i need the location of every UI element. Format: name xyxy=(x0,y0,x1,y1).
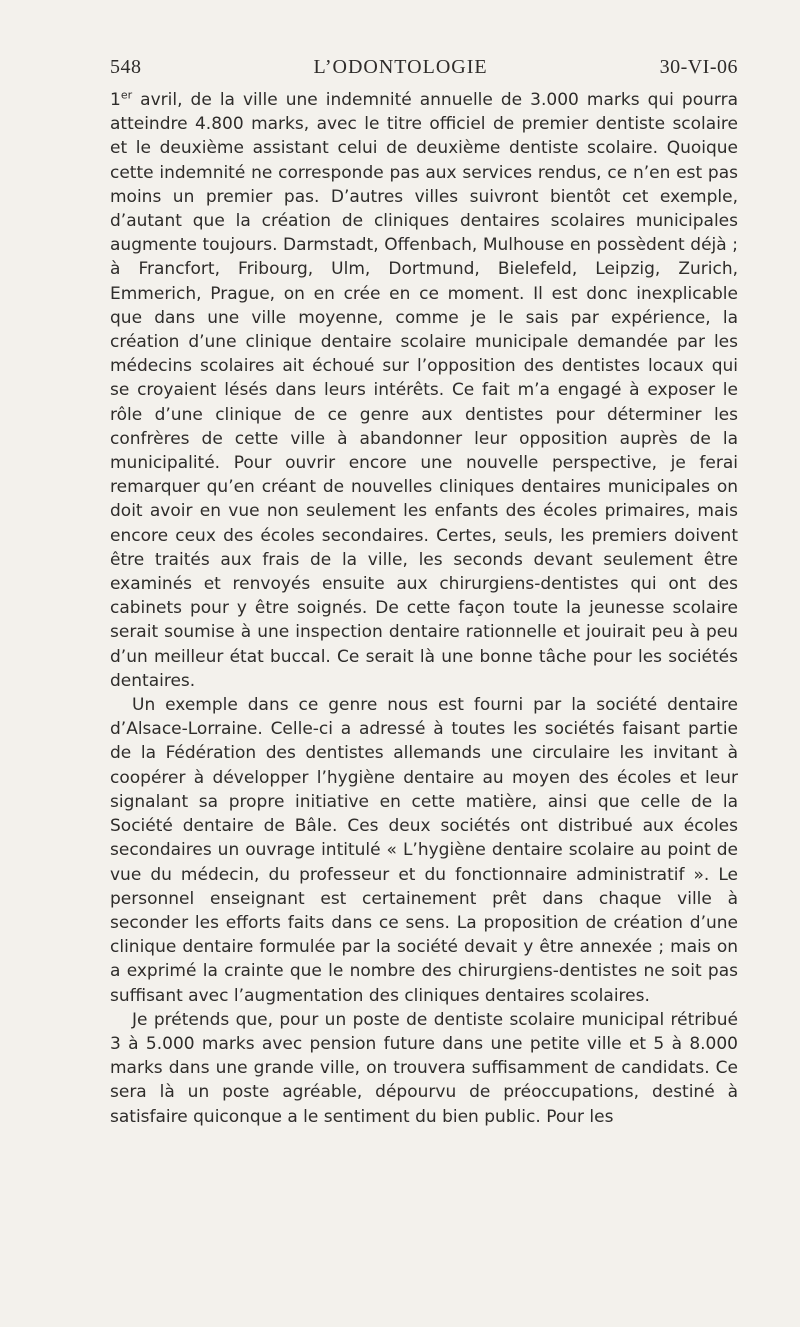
running-header xyxy=(110,56,738,88)
journal-title: L’ODONTOLOGIE xyxy=(313,56,488,78)
body-text xyxy=(110,88,738,1129)
paragraph-3: Je prétends que, pour un poste de dentiste scolaire municipal rétribué 3 à 5.000 marks avec pension future dans une petite ville et 5 à 8.000 marks dans une grande ville, on trouvera suffisamment de candidats. Ce sera là un poste agréable, dépourvu de préoccupations, destiné à satisfaire quiconque a le sentiment du bien public. Pour les xyxy=(110,1009,738,1127)
paragraph-1-lead: 1 xyxy=(110,90,121,110)
paragraph-1 xyxy=(110,88,738,693)
paragraph-2: Un exemple dans ce genre nous est fourni par la société dentaire d’Alsace-Lorraine. Celle-ci a adressé à toutes les sociétés faisant partie de la Fédération des dentistes allemands une circulaire les invitant à coopérer à développer l’hygiène dentaire au moyen des écoles et leur signalant sa propre initiative en cette matière, ainsi que celle de la Société dentaire de Bâle. Ces deux sociétés ont distribué aux écoles secondaires un ouvrage intitulé « L’hygiène dentaire scolaire au point de vue du médecin, du professeur et du fonctionnaire administratif ». Le personnel enseignant est certainement prêt dans chaque ville à seconder les efforts faits dans ce sens. La proposition de création d’une clinique dentaire formulée par la société devait y être annexée ; mais on a exprimé la crainte que le nombre des chirurgiens-dentistes ne soit pas suffisant avec l’augmentation des cliniques dentaires scolaires. xyxy=(110,695,738,1006)
paragraph-1-text: avril, de la ville une indemnité annuelle de 3.000 marks qui pourra atteindre 4.800 marks, avec le titre officiel de premier dentiste scolaire et le deuxième assistant celui de deuxième dentiste scolaire. Quoique cette indemnité ne corresponde pas aux services rendus, ce n’en est pas moins un premier pas. D’autres villes suivront bientôt cet exemple, d’autant que la création de cliniques dentaires scolaires municipales augmente toujours. Darmstadt, Offenbach, Mulhouse en possèdent déjà ; à Francfort, Fribourg, Ulm, Dortmund, Bielefeld, Leipzig, Zurich, Emmerich, Prague, on en crée en ce moment. Il est donc inexplicable que dans une ville moyenne, comme je le sais par expérience, la création d’une clinique dentaire scolaire municipale demandée par les médecins scolaires ait échoué sur l’opposition des dentistes locaux qui se croyaient lésés dans leurs intérêts. Ce fait m’a engagé à exposer le rôle d’une clinique de ce genre aux dentistes pour déterminer les confrères de cette ville à abandonner leur opposition auprès de la municipalité. Pour ouvrir encore une nouvelle perspective, je ferai remarquer qu’en créant de nouvelles cliniques dentaires municipales on doit avoir en vue non seulement les enfants des écoles primaires, mais encore ceux des écoles secondaires. Certes, seuls, les premiers doivent être traités aux frais de la ville, les seconds devant seulement être examinés et renvoyés ensuite aux chirurgiens-dentistes qui ont des cabinets pour y être soignés. De cette façon toute la jeunesse scolaire serait soumise à une inspection dentaire rationnelle et jouirait peu à peu d’un meilleur état buccal. Ce serait là une bonne tâche pour les sociétés dentaires. xyxy=(110,90,738,691)
page-number: 548 xyxy=(110,56,142,78)
issue-date: 30-VI-06 xyxy=(659,56,738,78)
paragraph-1-lead-superscript: er xyxy=(120,88,133,102)
document-page xyxy=(110,56,738,1129)
